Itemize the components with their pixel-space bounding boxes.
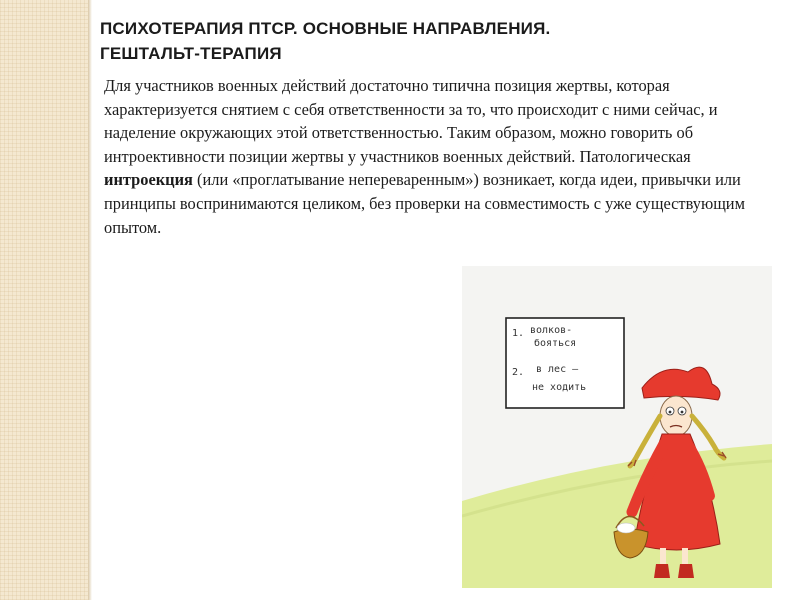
slide-title-line-1: ПСИХОТЕРАПИЯ ПТСР. ОСНОВНЫЕ НАПРАВЛЕНИЯ. bbox=[100, 19, 551, 38]
illustration-red-riding-hood bbox=[462, 266, 772, 588]
sign-board bbox=[506, 318, 624, 408]
sign-item-2-number: 2. bbox=[512, 367, 525, 378]
body-text-part-2: (или «проглатывание непереваренным») возникает, когда идеи, привычки или принципы воспринимаются целиком, без проверки на совместимость с уже существующим опытом. bbox=[104, 170, 745, 237]
sign-item-2-line-1: в лес – bbox=[536, 364, 579, 375]
sign-item-1-number: 1. bbox=[512, 328, 525, 339]
side-bar-edge bbox=[88, 0, 92, 600]
slide-title-line-2: ГЕШТАЛЬТ-ТЕРАПИЯ bbox=[100, 44, 282, 63]
body-paragraph bbox=[104, 74, 774, 239]
sign-item-1-line-2: бояться bbox=[534, 338, 577, 349]
body-text-bold-term: интроекция bbox=[104, 170, 193, 190]
right-shoe bbox=[678, 564, 694, 578]
sign-item-2-line-2: не ходить bbox=[532, 382, 587, 393]
body-text-part-1: Для участников военных действий достаточно типична позиция жертвы, которая характеризуется снятием с себя ответственности за то, что происходит с ними сейчас, и наделение окружающих этой ответственностью. Таким образом, можно говорить об интроективности позиции жертвы у участников военных действий. Патологическая bbox=[104, 76, 718, 166]
face bbox=[660, 396, 692, 436]
left-shoe bbox=[654, 564, 670, 578]
sign-item-1-line-1: волков- bbox=[530, 325, 573, 336]
slide-title bbox=[100, 16, 780, 66]
decorative-side-bar bbox=[0, 0, 88, 600]
